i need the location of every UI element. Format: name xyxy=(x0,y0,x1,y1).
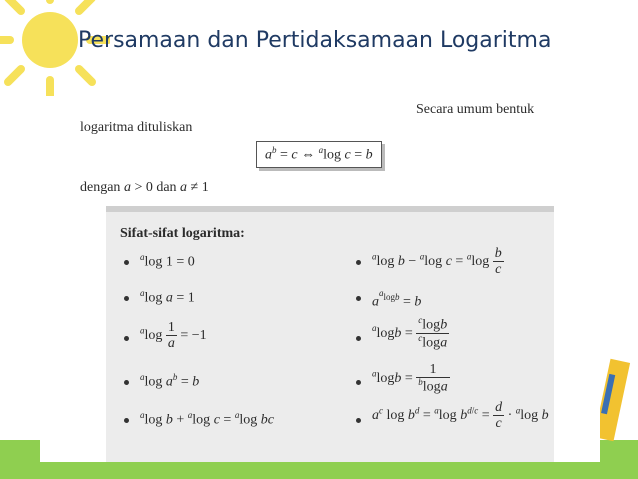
property-right-5: $a^c$ $\log b^d = ^a\log$ $b^{d/c}$ = $\frac{d}{c}$ · $^a$log b xyxy=(372,400,549,432)
property-right-3: $^a$logb = $\frac{^c\log b}{^c\log a}$ xyxy=(372,315,448,351)
property-left-4: $^a$log $a^b = b$ xyxy=(140,372,200,390)
property-left-1: $^a$log 1 = 0 xyxy=(140,252,195,270)
bullet-icon xyxy=(356,260,361,265)
definition-formula: $a^b = c$ ⇔ $^a$log c = b xyxy=(256,141,382,168)
bullet-icon xyxy=(124,336,129,341)
bullet-icon xyxy=(356,336,361,341)
property-right-2: $a^{^alogb} = b$ xyxy=(372,288,422,310)
intro-left-text: logaritma dituliskan xyxy=(80,120,193,135)
properties-panel xyxy=(106,206,554,462)
property-left-2: $^a$log a = 1 xyxy=(140,288,195,306)
intro-right-text: Secara umum bentuk xyxy=(416,102,535,117)
slide-title: Persamaan dan Pertidaksamaan Logaritma xyxy=(78,28,552,53)
property-right-1: $^a$log b − $^a$log c = $^a$log $\frac{b}{c}$ xyxy=(372,246,502,278)
bullet-icon xyxy=(124,260,129,265)
property-right-4: $^a$logb = $\frac{1}{^b\log a}$ xyxy=(372,362,448,396)
bullet-icon xyxy=(124,380,129,385)
bullet-icon xyxy=(356,380,361,385)
bullet-icon xyxy=(124,296,129,301)
bullet-icon xyxy=(356,418,361,423)
textbook-excerpt xyxy=(40,96,600,462)
bullet-icon xyxy=(356,296,361,301)
property-left-5: $^a$log b + $^a$log c = $^a$log bc xyxy=(140,410,274,428)
bullet-icon xyxy=(124,418,129,423)
properties-heading: Sifat-sifat logaritma: xyxy=(120,226,245,241)
condition-text: dengan a > 0 dan a ≠ 1 xyxy=(80,180,209,195)
property-left-3: $^a$log $\frac{1}{a}$ = −1 xyxy=(140,320,207,352)
